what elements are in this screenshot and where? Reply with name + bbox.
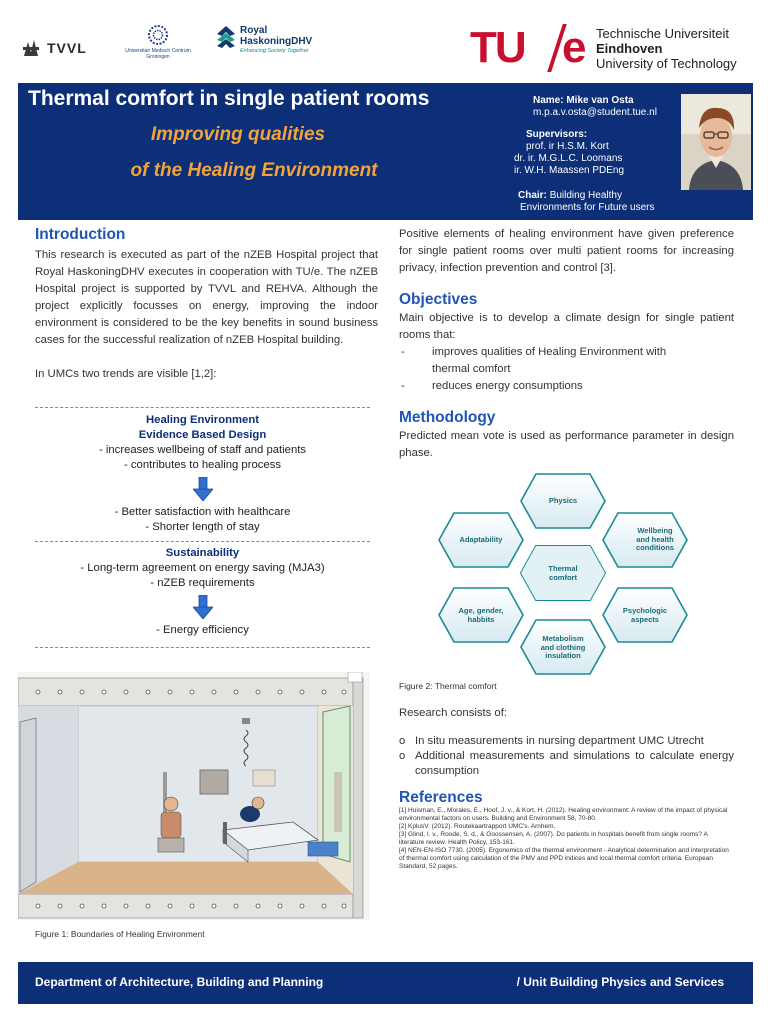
royal-haskoningdhv-logo xyxy=(214,24,312,54)
umcg-logo xyxy=(118,24,198,60)
divider xyxy=(35,407,370,408)
healing-title-1: Healing Environment xyxy=(146,414,259,426)
sustainability-result xyxy=(35,623,370,638)
objective-dash: - xyxy=(401,380,405,392)
introduction-paragraph: This research is executed as part of the nZEB Hospital project that Royal HaskoningDHV executes in cooperation with TU/e. The nZEB Hospital project is supported by TVVL and REHVA. Although the project explicitly focusses on energy, improving the indoor environment is considered to be the key benefits in sound business cases for the successful realization of nZEB Hospital building. xyxy=(35,249,378,346)
healing-results xyxy=(35,505,370,535)
divider xyxy=(35,541,370,542)
tue-name-line1: Technische Universiteit xyxy=(596,26,729,41)
objective-1-line1: improves qualities of Healing Environment with xyxy=(432,346,667,358)
author-name: Name: Mike van Osta xyxy=(533,95,634,106)
down-arrow-icon xyxy=(193,477,213,501)
sustainability-line-1: - Long-term agreement on energy saving (MJA3) xyxy=(80,562,325,574)
objectives-heading: Objectives xyxy=(399,291,478,308)
footer-department: Department of Architecture, Building and Planning xyxy=(35,975,324,989)
hex-label-metabolism xyxy=(521,635,605,661)
supervisors-label: Supervisors: xyxy=(526,129,588,140)
tue-logo-e: e xyxy=(562,23,587,72)
research-item-1 xyxy=(399,734,734,749)
references-heading: References xyxy=(399,789,483,806)
chair-value-line1: Building Healthy xyxy=(549,190,622,201)
reference-4: [4] NEN-EN-ISO 7730. (2005). Ergonomics of the thermal environment - Analytical determination and interpretation of thermal comfort using calculation of the PMV and PPD indices and local thermal comfort criteria. European Standard, 52 pages. xyxy=(399,847,729,870)
healing-result-2: - Shorter length of stay xyxy=(145,521,260,533)
sustainability-result-text: - Energy efficiency xyxy=(156,624,249,636)
objective-1-line2: thermal comfort xyxy=(432,363,511,375)
objective-2-line1: reduces energy consumptions xyxy=(432,380,583,392)
tvvl-mark-icon xyxy=(22,38,44,58)
tue-name-line2: Eindhoven xyxy=(596,41,663,56)
hex-label-thermal xyxy=(521,564,605,582)
sustainability-title: Sustainability xyxy=(165,547,240,559)
hex-label-psychologic xyxy=(603,606,687,624)
references-list xyxy=(399,807,734,871)
poster-subtitle-line2: of the Healing Environment xyxy=(130,160,378,181)
hex-psycho-line1: Psychologic xyxy=(622,606,668,615)
bullet-icon: o xyxy=(399,735,406,747)
umcg-emblem-icon xyxy=(147,24,169,46)
hex-label-wellbeing xyxy=(613,527,697,553)
healing-title-2: Evidence Based Design xyxy=(138,429,267,441)
chair-line1 xyxy=(518,190,622,202)
hex-age-line1: Age, gender, xyxy=(458,606,504,615)
partner-logos xyxy=(22,24,352,74)
research-item-2-text: Additional measurements and simulations to calculate energy consumption xyxy=(415,750,734,777)
sustainability-line-2: - nZEB requirements xyxy=(150,577,255,589)
healing-environment-block xyxy=(35,413,370,473)
divider xyxy=(35,647,370,648)
trends-intro: In UMCs two trends are visible [1,2]: xyxy=(35,368,217,380)
tue-logo-name xyxy=(596,26,737,71)
header-band xyxy=(18,83,753,220)
figure2-hexagon-diagram xyxy=(399,468,734,673)
introduction-heading: Introduction xyxy=(35,226,126,243)
down-arrow-1 xyxy=(35,477,370,501)
footer-band xyxy=(18,962,753,1004)
hex-wellbeing-line3: conditions xyxy=(636,543,674,552)
figure1-caption: Figure 1: Boundaries of Healing Environment xyxy=(35,929,205,939)
reference-3: [3] Glind, I. v., Roode, S. d., & Goossensen, A. (2007). Do patients in hospitals benefit from single rooms? A literature review. Health Policy, 153-161. xyxy=(399,831,708,846)
hex-wellbeing-line1: Wellbeing xyxy=(637,526,673,535)
reference-2: [2] KplusV. (2012). Routekaartrapport UMC's. Arnhem. xyxy=(399,823,556,830)
royal-logo-line2: HaskoningDHV xyxy=(240,35,313,47)
hex-wellbeing-line2: and health xyxy=(636,534,674,544)
sustainability-block xyxy=(35,546,370,591)
objectives-text: Main objective is to develop a climate design for single patient rooms that: xyxy=(399,312,734,341)
methodology-heading: Methodology xyxy=(399,409,496,426)
royal-logo-line1: Royal xyxy=(240,24,268,36)
right-column xyxy=(399,226,734,871)
author-email[interactable]: m.p.a.v.osta@student.tue.nl xyxy=(533,107,657,118)
royal-logo-tagline: Enhancing Society Together xyxy=(240,47,309,54)
tue-name-line3: University of Technology xyxy=(596,56,737,71)
hex-label-adaptability: Adaptability xyxy=(459,535,503,544)
hex-age-line2: habbits xyxy=(467,615,495,624)
footer-unit: / Unit Building Physics and Services xyxy=(516,975,724,989)
hex-metab-line2: and clothing xyxy=(540,642,586,652)
left-column xyxy=(35,226,378,648)
positive-elements-paragraph: Positive elements of healing environment have given preference for single patient rooms over multi patient rooms for increasing privacy, infection prevention and control [3]. xyxy=(399,228,734,274)
poster-title: Thermal comfort in single patient rooms xyxy=(28,87,430,110)
figure2-caption: Figure 2: Thermal comfort xyxy=(399,681,497,691)
healing-line-2: - contributes to healing process xyxy=(124,459,281,471)
healing-line-1: - increases wellbeing of staff and patients xyxy=(98,444,307,456)
hex-thermal-line1: Thermal xyxy=(548,564,578,573)
down-arrow-icon xyxy=(193,595,213,619)
hex-metab-line1: Metabolism xyxy=(542,634,584,643)
chair-value-line2: Environments for Future users xyxy=(520,202,655,213)
healing-result-1: - Better satisfaction with healthcare xyxy=(114,506,291,518)
author-portrait xyxy=(681,94,751,190)
tvvl-logo-text: TVVL xyxy=(47,40,87,56)
hex-label-physics: Physics xyxy=(548,496,578,505)
royal-crest-icon xyxy=(214,24,238,54)
research-item-1-text: In situ measurements in nursing department UMC Utrecht xyxy=(415,735,704,747)
poster-subtitle-line1: Improving qualities xyxy=(150,124,326,145)
hex-thermal-line2: comfort xyxy=(549,573,577,582)
tue-logo-mark: TU xyxy=(470,23,525,72)
supervisor-2: dr. ir. M.G.L.C. Loomans xyxy=(514,153,623,164)
objective-dash: - xyxy=(401,346,405,358)
tvvl-logo xyxy=(22,38,87,58)
hex-label-age xyxy=(439,606,523,624)
supervisor-1: prof. ir H.S.M. Kort xyxy=(526,141,609,152)
objective-item-2 xyxy=(399,378,734,395)
down-arrow-2 xyxy=(35,595,370,619)
research-item-2 xyxy=(399,749,734,779)
supervisor-3: ir. W.H. Maassen PDEng xyxy=(514,165,625,176)
umcg-logo-text: Universitair Medisch Centrum Groningen xyxy=(125,48,191,60)
bullet-icon: o xyxy=(399,750,406,762)
objective-item-1 xyxy=(399,344,734,361)
chair-label: Chair: xyxy=(518,190,547,201)
hex-psycho-line2: aspects xyxy=(631,615,659,624)
methodology-text: Predicted mean vote is used as performance parameter in design phase. xyxy=(399,430,734,459)
reference-1: [1] Huisman, E., Morales, E., Hoof, J. v., & Kort, H. (2012). Healing environment: A review of the impact of physical environmental factors on users. Building and Environment 58, 70-80. xyxy=(399,807,728,822)
research-label: Research consists of: xyxy=(399,707,507,719)
figure1-room-illustration xyxy=(18,672,370,920)
hex-metab-line3: insulation xyxy=(545,651,581,660)
tue-logo xyxy=(470,23,755,76)
